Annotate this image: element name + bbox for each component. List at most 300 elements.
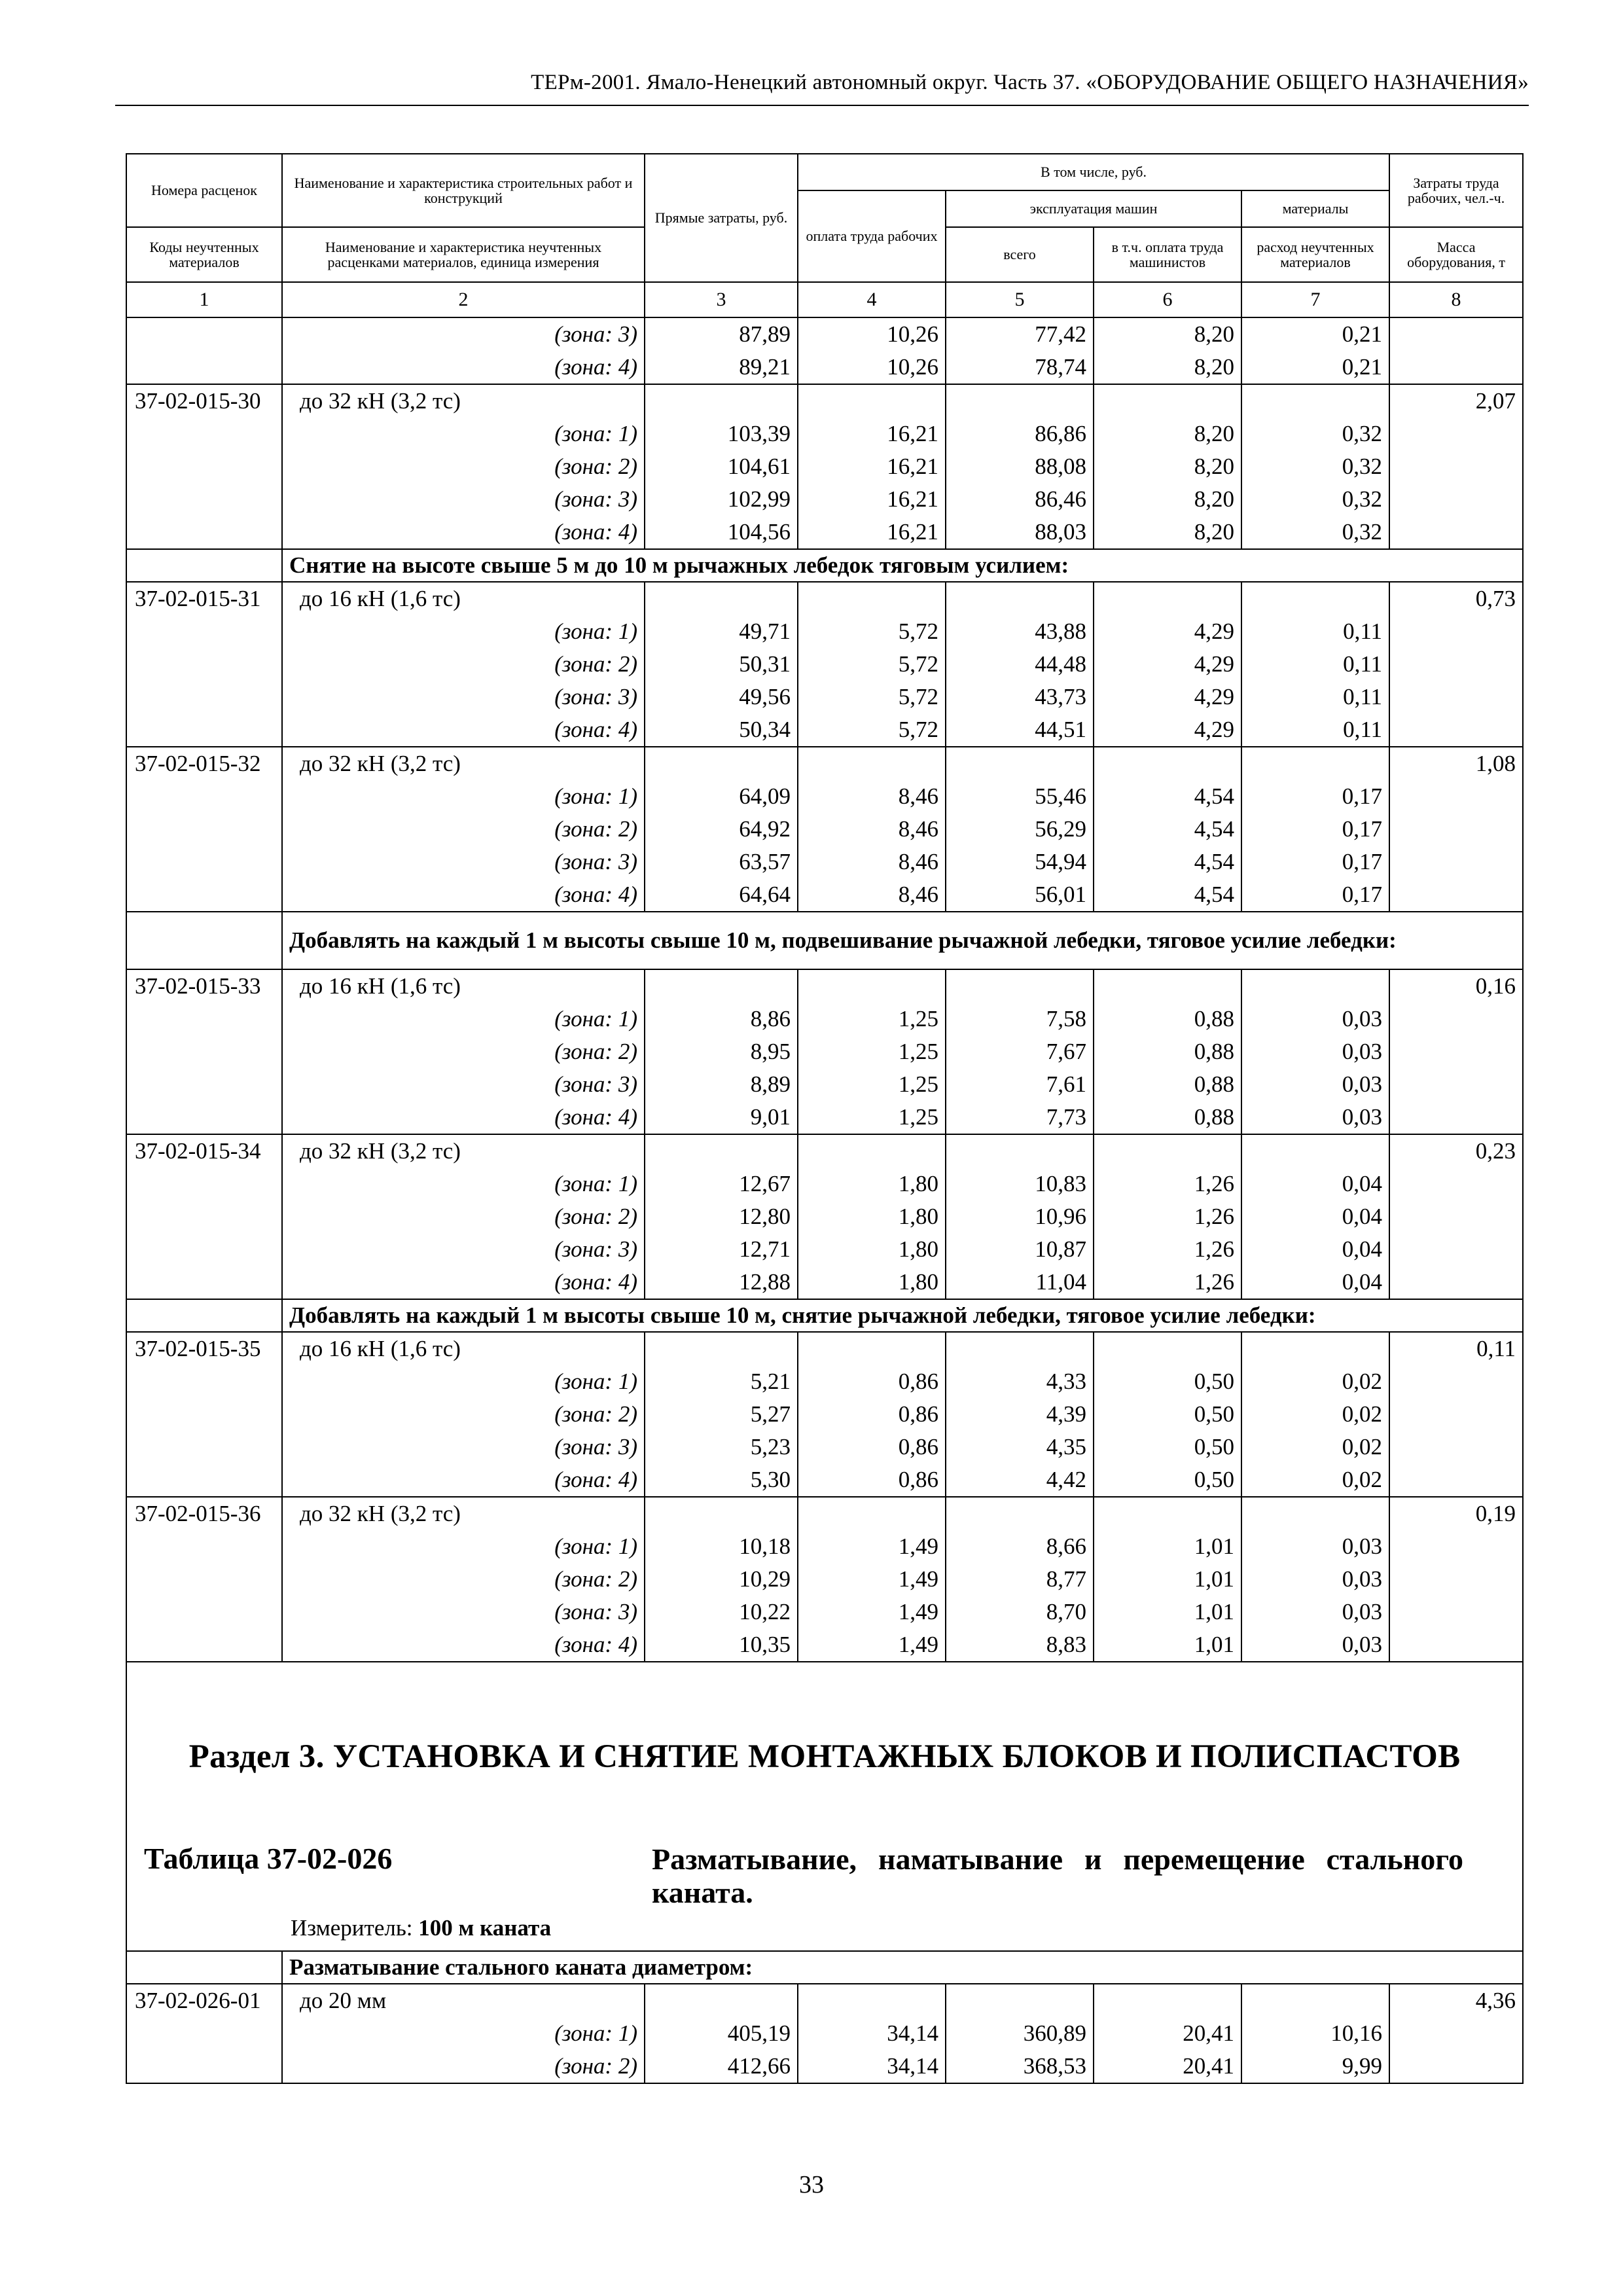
worker-pay: 0,86 xyxy=(798,1398,946,1431)
zone-row xyxy=(126,418,1523,450)
operator-pay: 0,50 xyxy=(1094,1463,1241,1497)
running-header: ТЕРм-2001. Ямало-Ненецкий автономный округ. Часть 37. «ОБОРУДОВАНИЕ ОБЩЕГО НАЗНАЧЕНИЯ» xyxy=(531,71,1529,94)
worker-pay: 10,26 xyxy=(798,351,946,384)
section-title: Раздел 3. УСТАНОВКА И СНЯТИЕ МОНТАЖНЫХ БЛОКОВ И ПОЛИСПАСТОВ xyxy=(188,1738,1461,1775)
section-empty-cell xyxy=(126,1299,282,1332)
zone-label: (зона: 4) xyxy=(282,878,645,912)
section-3-block xyxy=(126,1662,1523,1951)
machines-total: 4,42 xyxy=(946,1463,1094,1497)
worker-pay: 0,86 xyxy=(798,1365,946,1398)
machines-total: 88,08 xyxy=(946,450,1094,483)
direct-cost: 103,39 xyxy=(645,418,798,450)
zone-label: (зона: 1) xyxy=(282,1530,645,1563)
materials-cost: 0,17 xyxy=(1241,813,1389,846)
direct-cost: 12,71 xyxy=(645,1233,798,1266)
machines-total: 8,83 xyxy=(946,1628,1094,1662)
worker-pay: 0,86 xyxy=(798,1431,946,1463)
column-number: 2 xyxy=(282,282,645,317)
empty-cell xyxy=(126,1068,282,1101)
materials-cost: 0,32 xyxy=(1241,483,1389,516)
empty-cell xyxy=(126,317,282,351)
zone-label: (зона: 1) xyxy=(282,615,645,648)
zone-label: (зона: 1) xyxy=(282,418,645,450)
materials-cost: 0,03 xyxy=(1241,1563,1389,1596)
empty-cell xyxy=(126,1530,282,1563)
rate-code: 37-02-015-30 xyxy=(126,384,282,418)
rate-item-row xyxy=(126,969,1523,1003)
labor-cost: 1,08 xyxy=(1389,747,1523,780)
column-number: 3 xyxy=(645,282,798,317)
operator-pay: 4,54 xyxy=(1094,813,1241,846)
direct-cost: 10,29 xyxy=(645,1563,798,1596)
labor-cost: 0,11 xyxy=(1389,1332,1523,1365)
machines-total: 368,53 xyxy=(946,2050,1094,2083)
operator-pay: 8,20 xyxy=(1094,450,1241,483)
col-header-operator-pay: в т.ч. оплата труда машинистов xyxy=(1094,227,1241,282)
worker-pay: 8,46 xyxy=(798,813,946,846)
section-heading-row xyxy=(126,1951,1523,1984)
empty-cell xyxy=(1389,2017,1523,2050)
operator-pay: 1,26 xyxy=(1094,1266,1241,1299)
empty-cell xyxy=(126,1398,282,1431)
rate-code: 37-02-026-01 xyxy=(126,1984,282,2017)
rate-item-row xyxy=(126,747,1523,780)
table-body xyxy=(126,317,1523,1662)
unit-label: Измеритель: xyxy=(291,1915,413,1941)
worker-pay: 1,49 xyxy=(798,1596,946,1628)
machines-total: 88,03 xyxy=(946,516,1094,549)
empty-cell xyxy=(1389,648,1523,681)
worker-pay: 1,80 xyxy=(798,1200,946,1233)
materials-cost: 0,03 xyxy=(1241,1035,1389,1068)
empty-cell xyxy=(798,969,946,1003)
empty-cell xyxy=(126,780,282,813)
empty-cell xyxy=(1094,747,1241,780)
worker-pay: 0,86 xyxy=(798,1463,946,1497)
zone-row xyxy=(126,1101,1523,1134)
direct-cost: 9,01 xyxy=(645,1101,798,1134)
operator-pay: 4,29 xyxy=(1094,681,1241,713)
col-header-equipment-mass: Масса оборудования, т xyxy=(1389,227,1523,282)
zone-label: (зона: 4) xyxy=(282,713,645,747)
empty-cell xyxy=(798,384,946,418)
direct-cost: 12,88 xyxy=(645,1266,798,1299)
rate-name: до 16 кН (1,6 тс) xyxy=(282,969,645,1003)
zone-row xyxy=(126,2017,1523,2050)
machines-total: 43,88 xyxy=(946,615,1094,648)
empty-cell xyxy=(946,1134,1094,1168)
machines-total: 7,61 xyxy=(946,1068,1094,1101)
machines-total: 43,73 xyxy=(946,681,1094,713)
empty-cell xyxy=(645,384,798,418)
machines-total: 54,94 xyxy=(946,846,1094,878)
direct-cost: 64,92 xyxy=(645,813,798,846)
machines-total: 7,73 xyxy=(946,1101,1094,1134)
worker-pay: 10,26 xyxy=(798,317,946,351)
empty-cell xyxy=(126,1003,282,1035)
operator-pay: 4,54 xyxy=(1094,878,1241,912)
empty-cell xyxy=(1389,1365,1523,1398)
zone-label: (зона: 4) xyxy=(282,516,645,549)
worker-pay: 5,72 xyxy=(798,615,946,648)
zone-row xyxy=(126,1035,1523,1068)
empty-cell xyxy=(1094,582,1241,615)
materials-cost: 0,32 xyxy=(1241,450,1389,483)
zone-label: (зона: 2) xyxy=(282,1563,645,1596)
column-number: 8 xyxy=(1389,282,1523,317)
labor-cost: 0,19 xyxy=(1389,1497,1523,1530)
empty-cell xyxy=(1241,582,1389,615)
direct-cost: 10,22 xyxy=(645,1596,798,1628)
worker-pay: 16,21 xyxy=(798,516,946,549)
empty-cell xyxy=(1389,1463,1523,1497)
direct-cost: 49,56 xyxy=(645,681,798,713)
rate-code: 37-02-015-32 xyxy=(126,747,282,780)
empty-cell xyxy=(1389,418,1523,450)
operator-pay: 8,20 xyxy=(1094,317,1241,351)
column-number-row xyxy=(126,282,1523,317)
worker-pay: 16,21 xyxy=(798,418,946,450)
direct-cost: 10,18 xyxy=(645,1530,798,1563)
section-heading-row xyxy=(126,549,1523,582)
rate-item-row xyxy=(126,1497,1523,1530)
empty-cell xyxy=(1389,1266,1523,1299)
operator-pay: 0,50 xyxy=(1094,1365,1241,1398)
zone-label: (зона: 1) xyxy=(282,780,645,813)
col-header-labor: Затраты труда рабочих, чел.-ч. xyxy=(1389,154,1523,227)
rate-name: до 32 кН (3,2 тс) xyxy=(282,1497,645,1530)
empty-cell xyxy=(946,384,1094,418)
empty-cell xyxy=(126,1596,282,1628)
operator-pay: 0,50 xyxy=(1094,1398,1241,1431)
machines-total: 77,42 xyxy=(946,317,1094,351)
operator-pay: 1,26 xyxy=(1094,1168,1241,1200)
empty-cell xyxy=(798,1134,946,1168)
rate-code: 37-02-015-31 xyxy=(126,582,282,615)
operator-pay: 0,88 xyxy=(1094,1068,1241,1101)
col-header-material-names: Наименование и характеристика неучтенных расценками материалов, единица измерения xyxy=(282,227,645,282)
empty-cell xyxy=(126,516,282,549)
empty-cell xyxy=(1389,1200,1523,1233)
zone-row xyxy=(126,1365,1523,1398)
zone-label: (зона: 3) xyxy=(282,483,645,516)
materials-cost: 0,21 xyxy=(1241,317,1389,351)
empty-cell xyxy=(126,1168,282,1200)
unit-value: 100 м каната xyxy=(418,1915,552,1941)
zone-row xyxy=(126,2050,1523,2083)
zone-row xyxy=(126,1463,1523,1497)
machines-total: 10,96 xyxy=(946,1200,1094,1233)
direct-cost: 50,34 xyxy=(645,713,798,747)
materials-cost: 0,32 xyxy=(1241,418,1389,450)
worker-pay: 8,46 xyxy=(798,878,946,912)
zone-row xyxy=(126,648,1523,681)
zone-label: (зона: 1) xyxy=(282,1168,645,1200)
empty-cell xyxy=(1389,1003,1523,1035)
operator-pay: 4,54 xyxy=(1094,846,1241,878)
rates-table xyxy=(126,153,1524,2084)
empty-cell xyxy=(1389,1398,1523,1431)
machines-total: 7,58 xyxy=(946,1003,1094,1035)
empty-cell xyxy=(126,483,282,516)
machines-total: 78,74 xyxy=(946,351,1094,384)
direct-cost: 104,56 xyxy=(645,516,798,549)
zone-row xyxy=(126,317,1523,351)
empty-cell xyxy=(1241,1984,1389,2017)
materials-cost: 10,16 xyxy=(1241,2017,1389,2050)
empty-cell xyxy=(126,615,282,648)
empty-cell xyxy=(126,1101,282,1134)
section-heading: Снятие на высоте свыше 5 м до 10 м рычажных лебедок тяговым усилием: xyxy=(282,549,1523,582)
empty-cell xyxy=(645,969,798,1003)
machines-total: 8,66 xyxy=(946,1530,1094,1563)
materials-cost: 0,02 xyxy=(1241,1463,1389,1497)
empty-cell xyxy=(126,1233,282,1266)
empty-cell xyxy=(1389,351,1523,384)
empty-cell xyxy=(126,2017,282,2050)
labor-cost: 4,36 xyxy=(1389,1984,1523,2017)
table-caption: Разматывание, наматывание и перемещение стального каната. xyxy=(652,1842,1463,1909)
empty-cell xyxy=(1389,1563,1523,1596)
table-id: Таблица 37-02-026 xyxy=(144,1842,393,1875)
empty-cell xyxy=(645,747,798,780)
empty-cell xyxy=(1389,615,1523,648)
empty-cell xyxy=(1241,747,1389,780)
labor-cost: 0,16 xyxy=(1389,969,1523,1003)
rate-name: до 20 мм xyxy=(282,1984,645,2017)
materials-cost: 0,02 xyxy=(1241,1398,1389,1431)
direct-cost: 63,57 xyxy=(645,846,798,878)
empty-cell xyxy=(946,969,1094,1003)
empty-cell xyxy=(645,1497,798,1530)
zone-label: (зона: 2) xyxy=(282,1035,645,1068)
empty-cell xyxy=(645,1332,798,1365)
col-header-direct-costs: Прямые затраты, руб. xyxy=(645,154,798,282)
empty-cell xyxy=(1389,846,1523,878)
machines-total: 44,51 xyxy=(946,713,1094,747)
zone-row xyxy=(126,1168,1523,1200)
zone-label: (зона: 4) xyxy=(282,1463,645,1497)
operator-pay: 1,01 xyxy=(1094,1596,1241,1628)
empty-cell xyxy=(1389,713,1523,747)
column-number: 7 xyxy=(1241,282,1389,317)
empty-cell xyxy=(1389,1168,1523,1200)
zone-label: (зона: 3) xyxy=(282,1068,645,1101)
materials-cost: 0,04 xyxy=(1241,1266,1389,1299)
machines-total: 86,46 xyxy=(946,483,1094,516)
operator-pay: 4,29 xyxy=(1094,648,1241,681)
materials-cost: 0,17 xyxy=(1241,846,1389,878)
operator-pay: 1,26 xyxy=(1094,1233,1241,1266)
zone-row xyxy=(126,1628,1523,1662)
empty-cell xyxy=(1389,516,1523,549)
empty-cell xyxy=(1389,1068,1523,1101)
section-heading: Добавлять на каждый 1 м высоты свыше 10 м, подвешивание рычажной лебедки, тяговое усилие лебедки: xyxy=(282,912,1523,969)
worker-pay: 5,72 xyxy=(798,648,946,681)
direct-cost: 8,89 xyxy=(645,1068,798,1101)
operator-pay: 0,88 xyxy=(1094,1101,1241,1134)
direct-cost: 64,09 xyxy=(645,780,798,813)
empty-cell xyxy=(798,1332,946,1365)
direct-cost: 5,30 xyxy=(645,1463,798,1497)
empty-cell xyxy=(1389,2050,1523,2083)
materials-cost: 0,03 xyxy=(1241,1101,1389,1134)
direct-cost: 49,71 xyxy=(645,615,798,648)
zone-label: (зона: 2) xyxy=(282,1398,645,1431)
empty-cell xyxy=(126,846,282,878)
worker-pay: 1,49 xyxy=(798,1530,946,1563)
empty-cell xyxy=(645,582,798,615)
zone-label: (зона: 4) xyxy=(282,351,645,384)
empty-cell xyxy=(946,1332,1094,1365)
zone-row xyxy=(126,878,1523,912)
zone-label: (зона: 2) xyxy=(282,648,645,681)
machines-total: 55,46 xyxy=(946,780,1094,813)
section-heading-row xyxy=(126,1299,1523,1332)
empty-cell xyxy=(126,713,282,747)
column-number: 5 xyxy=(946,282,1094,317)
worker-pay: 34,14 xyxy=(798,2017,946,2050)
empty-cell xyxy=(1094,1332,1241,1365)
operator-pay: 1,01 xyxy=(1094,1563,1241,1596)
machines-total: 4,39 xyxy=(946,1398,1094,1431)
materials-cost: 0,03 xyxy=(1241,1628,1389,1662)
zone-label: (зона: 2) xyxy=(282,450,645,483)
machines-total: 10,83 xyxy=(946,1168,1094,1200)
empty-cell xyxy=(645,1984,798,2017)
operator-pay: 1,01 xyxy=(1094,1628,1241,1662)
empty-cell xyxy=(1094,1134,1241,1168)
zone-label: (зона: 2) xyxy=(282,1200,645,1233)
zone-row xyxy=(126,351,1523,384)
empty-cell xyxy=(126,2050,282,2083)
operator-pay: 4,54 xyxy=(1094,780,1241,813)
empty-cell xyxy=(1241,1332,1389,1365)
section-heading-row xyxy=(126,912,1523,969)
operator-pay: 1,01 xyxy=(1094,1530,1241,1563)
rate-name: до 16 кН (1,6 тс) xyxy=(282,582,645,615)
col-header-work-name: Наименование и характеристика строительных работ и конструкций xyxy=(282,154,645,227)
col-header-material-usage: расход неучтенных материалов xyxy=(1241,227,1389,282)
direct-cost: 89,21 xyxy=(645,351,798,384)
empty-cell xyxy=(1389,1035,1523,1068)
section-3-row xyxy=(126,1662,1523,1951)
zone-row xyxy=(126,1233,1523,1266)
zone-label: (зона: 2) xyxy=(282,2050,645,2083)
zone-row xyxy=(126,1563,1523,1596)
operator-pay: 8,20 xyxy=(1094,351,1241,384)
materials-cost: 0,03 xyxy=(1241,1003,1389,1035)
worker-pay: 16,21 xyxy=(798,483,946,516)
worker-pay: 1,25 xyxy=(798,1101,946,1134)
zone-label: (зона: 3) xyxy=(282,681,645,713)
worker-pay: 1,49 xyxy=(798,1563,946,1596)
empty-cell xyxy=(1094,969,1241,1003)
zone-row xyxy=(126,450,1523,483)
rate-code: 37-02-015-35 xyxy=(126,1332,282,1365)
zone-label: (зона: 3) xyxy=(282,846,645,878)
empty-cell xyxy=(1389,1431,1523,1463)
worker-pay: 1,25 xyxy=(798,1035,946,1068)
empty-cell xyxy=(1241,1134,1389,1168)
direct-cost: 5,23 xyxy=(645,1431,798,1463)
materials-cost: 0,03 xyxy=(1241,1068,1389,1101)
zone-row xyxy=(126,483,1523,516)
direct-cost: 104,61 xyxy=(645,450,798,483)
worker-pay: 1,80 xyxy=(798,1168,946,1200)
empty-cell xyxy=(1241,969,1389,1003)
zone-label: (зона: 1) xyxy=(282,1003,645,1035)
col-header-rate-number: Номера расценок xyxy=(126,154,282,227)
labor-cost: 0,23 xyxy=(1389,1134,1523,1168)
direct-cost: 5,21 xyxy=(645,1365,798,1398)
empty-cell xyxy=(1094,1984,1241,2017)
empty-cell xyxy=(798,1984,946,2017)
col-header-machines: эксплуатация машин xyxy=(946,190,1241,227)
direct-cost: 5,27 xyxy=(645,1398,798,1431)
zone-label: (зона: 3) xyxy=(282,1596,645,1628)
zone-row xyxy=(126,813,1523,846)
operator-pay: 4,29 xyxy=(1094,615,1241,648)
materials-cost: 0,21 xyxy=(1241,351,1389,384)
materials-cost: 0,17 xyxy=(1241,878,1389,912)
direct-cost: 412,66 xyxy=(645,2050,798,2083)
header-row-1 xyxy=(126,154,1523,190)
section-heading: Добавлять на каждый 1 м высоты свыше 10 м, снятие рычажной лебедки, тяговое усилие лебедки: xyxy=(282,1299,1523,1332)
empty-cell xyxy=(1241,1497,1389,1530)
machines-total: 44,48 xyxy=(946,648,1094,681)
empty-cell xyxy=(645,1134,798,1168)
materials-cost: 0,03 xyxy=(1241,1596,1389,1628)
rate-name: до 16 кН (1,6 тс) xyxy=(282,1332,645,1365)
worker-pay: 8,46 xyxy=(798,846,946,878)
empty-cell xyxy=(798,582,946,615)
materials-cost: 0,04 xyxy=(1241,1233,1389,1266)
empty-cell xyxy=(126,418,282,450)
section-heading: Разматывание стального каната диаметром: xyxy=(282,1951,1523,1984)
section-empty-cell xyxy=(126,1951,282,1984)
zone-row xyxy=(126,1596,1523,1628)
materials-cost: 9,99 xyxy=(1241,2050,1389,2083)
zone-label: (зона: 4) xyxy=(282,1101,645,1134)
direct-cost: 12,80 xyxy=(645,1200,798,1233)
empty-cell xyxy=(126,813,282,846)
zone-row xyxy=(126,1200,1523,1233)
operator-pay: 4,29 xyxy=(1094,713,1241,747)
worker-pay: 1,25 xyxy=(798,1003,946,1035)
empty-cell xyxy=(798,1497,946,1530)
empty-cell xyxy=(126,1463,282,1497)
header-rule xyxy=(115,105,1529,106)
worker-pay: 1,25 xyxy=(798,1068,946,1101)
machines-total: 4,33 xyxy=(946,1365,1094,1398)
machines-total: 10,87 xyxy=(946,1233,1094,1266)
machines-total: 7,67 xyxy=(946,1035,1094,1068)
empty-cell xyxy=(126,1628,282,1662)
operator-pay: 20,41 xyxy=(1094,2017,1241,2050)
materials-cost: 0,32 xyxy=(1241,516,1389,549)
worker-pay: 5,72 xyxy=(798,681,946,713)
empty-cell xyxy=(1094,1497,1241,1530)
zone-row xyxy=(126,1266,1523,1299)
rate-name: до 32 кН (3,2 тс) xyxy=(282,384,645,418)
empty-cell xyxy=(946,582,1094,615)
operator-pay: 0,88 xyxy=(1094,1035,1241,1068)
zone-label: (зона: 4) xyxy=(282,1266,645,1299)
zone-label: (зона: 1) xyxy=(282,1365,645,1398)
empty-cell xyxy=(126,450,282,483)
machines-total: 86,86 xyxy=(946,418,1094,450)
